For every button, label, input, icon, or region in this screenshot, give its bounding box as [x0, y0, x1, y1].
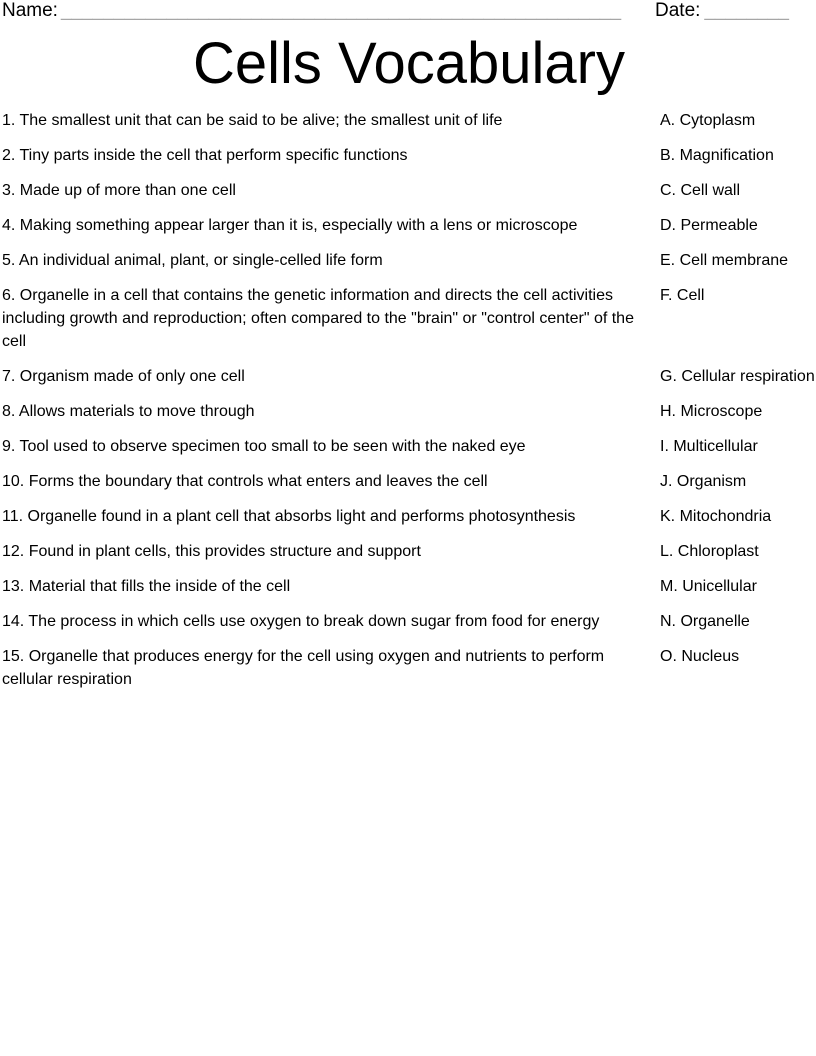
question-text: 8. Allows materials to move through	[2, 403, 255, 420]
question-text: 5. An individual animal, plant, or single-celled life form	[2, 252, 383, 269]
question-text: 4. Making something appear larger than it is, especially with a lens or microscope	[2, 217, 578, 234]
matching-row	[2, 144, 816, 167]
matching-row	[2, 435, 816, 458]
question-text: 11. Organelle found in a plant cell that absorbs light and performs photosynthesis	[2, 508, 576, 525]
question-text: 7. Organism made of only one cell	[2, 368, 245, 385]
question-text: 3. Made up of more than one cell	[2, 182, 236, 199]
matching-row	[2, 214, 816, 237]
question-text: 1. The smallest unit that can be said to be alive; the smallest unit of life	[2, 112, 503, 129]
answer-option: M. Unicellular	[660, 578, 757, 595]
answer-option: A. Cytoplasm	[660, 112, 756, 129]
answer-option: G. Cellular respiration	[660, 368, 815, 385]
date-blank-line: ________	[704, 0, 789, 21]
matching-list	[2, 109, 816, 691]
matching-row	[2, 505, 816, 528]
answer-option: F. Cell	[660, 287, 705, 304]
matching-row	[2, 540, 816, 563]
worksheet-title: Cells Vocabulary	[193, 31, 625, 96]
matching-row	[2, 645, 816, 691]
matching-row	[2, 109, 816, 132]
question-text: 12. Found in plant cells, this provides structure and support	[2, 543, 421, 560]
question-text: 15. Organelle that produces energy for the cell using oxygen and nutrients to perform cellular respiration	[2, 648, 605, 688]
matching-row	[2, 249, 816, 272]
name-label: Name:	[2, 0, 58, 21]
matching-row	[2, 284, 816, 353]
answer-option: B. Magnification	[660, 147, 774, 164]
date-label: Date:	[655, 0, 701, 21]
answer-option: N. Organelle	[660, 613, 750, 630]
name-blank-line: _____________________________________________________	[60, 0, 622, 21]
matching-row	[2, 575, 816, 598]
answer-option: C. Cell wall	[660, 182, 741, 199]
question-text: 9. Tool used to observe specimen too small to be seen with the naked eye	[2, 438, 526, 455]
matching-row	[2, 179, 816, 202]
answer-option: J. Organism	[660, 473, 747, 490]
matching-row	[2, 610, 816, 633]
header-row	[2, 0, 816, 22]
matching-row	[2, 365, 816, 388]
answer-option: D. Permeable	[660, 217, 758, 234]
answer-option: K. Mitochondria	[660, 508, 772, 525]
answer-option: O. Nucleus	[660, 648, 740, 665]
answer-option: E. Cell membrane	[660, 252, 789, 269]
question-text: 2. Tiny parts inside the cell that perform specific functions	[2, 147, 408, 164]
answer-option: L. Chloroplast	[660, 543, 759, 560]
question-text: 14. The process in which cells use oxygen to break down sugar from food for energy	[2, 613, 600, 630]
question-text: 10. Forms the boundary that controls what enters and leaves the cell	[2, 473, 488, 490]
matching-row	[2, 400, 816, 423]
answer-option: I. Multicellular	[660, 438, 758, 455]
question-text: 6. Organelle in a cell that contains the genetic information and directs the cell activities including growth and reproduction; often compared to the "brain" or "control center" of the cell	[2, 287, 634, 350]
matching-row	[2, 470, 816, 493]
answer-option: H. Microscope	[660, 403, 763, 420]
question-text: 13. Material that fills the inside of the cell	[2, 578, 291, 595]
